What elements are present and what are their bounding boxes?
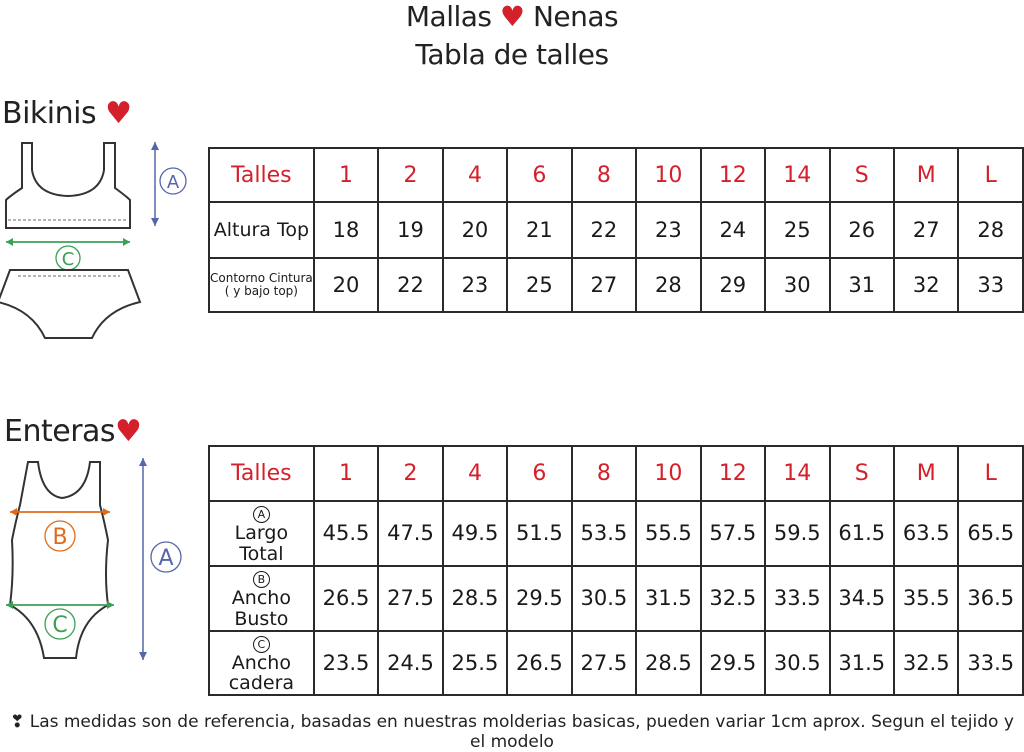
value-cell: 25	[765, 202, 829, 258]
size-cell: 8	[572, 446, 636, 501]
value-cell: 35.5	[894, 566, 958, 631]
value-cell: 30.5	[572, 566, 636, 631]
value-cell: 28	[958, 202, 1023, 258]
value-cell: 22	[378, 258, 442, 312]
enteras-heading: Enteras♥	[4, 414, 142, 449]
value-cell: 27	[572, 258, 636, 312]
value-cell: 32	[894, 258, 958, 312]
footer-note: ❣ Las medidas son de referencia, basadas en nuestras molderias basicas, pueden variar 1cm aprox. Segun el tejido y el modelo	[10, 712, 1014, 752]
entera-label-c: C	[52, 613, 68, 638]
bikini-a-measure	[151, 142, 186, 226]
size-cell: 14	[765, 446, 829, 501]
value-cell: 26.5	[314, 566, 378, 631]
value-cell: 29.5	[701, 631, 765, 696]
value-cell: 31.5	[636, 566, 700, 631]
row-label-largo-total: A Largo Total	[209, 501, 314, 566]
table-row	[209, 501, 1023, 566]
value-cell: 18	[314, 202, 378, 258]
value-cell: 25	[507, 258, 571, 312]
size-cell: 4	[443, 148, 507, 202]
bikini-bottom-icon	[0, 270, 140, 338]
value-cell: 20	[443, 202, 507, 258]
table-row	[209, 202, 1023, 258]
title-left: Mallas	[405, 0, 492, 33]
table-row	[209, 148, 1023, 202]
value-cell: 30.5	[765, 631, 829, 696]
value-cell: 24	[701, 202, 765, 258]
table-row	[209, 446, 1023, 501]
value-cell: 65.5	[958, 501, 1023, 566]
value-cell: 27.5	[378, 566, 442, 631]
title-right: Nenas	[532, 0, 619, 33]
entera-label-b: B	[52, 525, 68, 550]
size-cell: 12	[701, 446, 765, 501]
bikini-top-icon	[6, 143, 130, 228]
size-cell: M	[894, 446, 958, 501]
value-cell: 23.5	[314, 631, 378, 696]
entera-b-measure	[10, 508, 110, 551]
value-cell: 31	[830, 258, 894, 312]
size-cell: L	[958, 148, 1023, 202]
heart-icon: ♥	[115, 414, 142, 449]
page-subtitle: Tabla de talles	[415, 38, 609, 71]
value-cell: 28.5	[443, 566, 507, 631]
value-cell: 29.5	[507, 566, 571, 631]
size-cell: 10	[636, 148, 700, 202]
bikini-label-a: A	[166, 172, 180, 193]
value-cell: 22	[572, 202, 636, 258]
value-cell: 29	[701, 258, 765, 312]
row-label-altura-top: Altura Top	[209, 202, 314, 258]
value-cell: 57.5	[701, 501, 765, 566]
value-cell: 31.5	[830, 631, 894, 696]
value-cell: 63.5	[894, 501, 958, 566]
value-cell: 55.5	[636, 501, 700, 566]
size-cell: 4	[443, 446, 507, 501]
value-cell: 61.5	[830, 501, 894, 566]
marker-b-icon: B	[253, 571, 270, 588]
value-cell: 19	[378, 202, 442, 258]
value-cell: 32.5	[701, 566, 765, 631]
size-cell: 14	[765, 148, 829, 202]
value-cell: 33.5	[765, 566, 829, 631]
value-cell: 20	[314, 258, 378, 312]
size-cell: 1	[314, 446, 378, 501]
table-row	[209, 631, 1023, 696]
value-cell: 32.5	[894, 631, 958, 696]
size-cell: S	[830, 148, 894, 202]
value-cell: 26.5	[507, 631, 571, 696]
sizes-label: Talles	[209, 148, 314, 202]
size-cell: S	[830, 446, 894, 501]
size-cell: 8	[572, 148, 636, 202]
entera-label-a: A	[158, 546, 174, 571]
size-cell: 2	[378, 148, 442, 202]
value-cell: 30	[765, 258, 829, 312]
value-cell: 36.5	[958, 566, 1023, 631]
value-cell: 47.5	[378, 501, 442, 566]
size-cell: 6	[507, 446, 571, 501]
table-row	[209, 258, 1023, 312]
value-cell: 59.5	[765, 501, 829, 566]
bikini-label-c: C	[61, 249, 75, 270]
value-cell: 53.5	[572, 501, 636, 566]
value-cell: 33	[958, 258, 1023, 312]
table-row	[209, 566, 1023, 631]
value-cell: 28.5	[636, 631, 700, 696]
value-cell: 45.5	[314, 501, 378, 566]
bikinis-size-table	[208, 147, 1024, 313]
bikinis-heading: Bikinis ♥	[2, 96, 132, 131]
enteras-size-table	[208, 445, 1024, 696]
value-cell: 26	[830, 202, 894, 258]
size-cell: 6	[507, 148, 571, 202]
size-cell: 12	[701, 148, 765, 202]
value-cell: 24.5	[378, 631, 442, 696]
heart-icon: ♥	[96, 96, 132, 131]
sizes-label: Talles	[209, 446, 314, 501]
value-cell: 27.5	[572, 631, 636, 696]
value-cell: 28	[636, 258, 700, 312]
value-cell: 27	[894, 202, 958, 258]
size-cell: 10	[636, 446, 700, 501]
value-cell: 21	[507, 202, 571, 258]
value-cell: 23	[636, 202, 700, 258]
value-cell: 34.5	[830, 566, 894, 631]
value-cell: 49.5	[443, 501, 507, 566]
value-cell: 23	[443, 258, 507, 312]
value-cell: 25.5	[443, 631, 507, 696]
size-cell: L	[958, 446, 1023, 501]
value-cell: 33.5	[958, 631, 1023, 696]
size-cell: 1	[314, 148, 378, 202]
entera-c-measure	[6, 601, 114, 639]
row-label-ancho-busto: B Ancho Busto	[209, 566, 314, 631]
row-label-contorno-cintura: Contorno Cintura ( y bajo top)	[209, 258, 314, 312]
heart-icon: ♥	[499, 0, 525, 33]
entera-a-measure	[139, 458, 181, 660]
value-cell: 51.5	[507, 501, 571, 566]
marker-a-icon: A	[253, 506, 270, 523]
size-cell: 2	[378, 446, 442, 501]
marker-c-icon: C	[253, 636, 270, 653]
size-cell: M	[894, 148, 958, 202]
bikini-c-measure	[6, 238, 130, 270]
heart-icon: ❣	[10, 712, 30, 732]
row-label-ancho-cadera: C Ancho cadera	[209, 631, 314, 696]
